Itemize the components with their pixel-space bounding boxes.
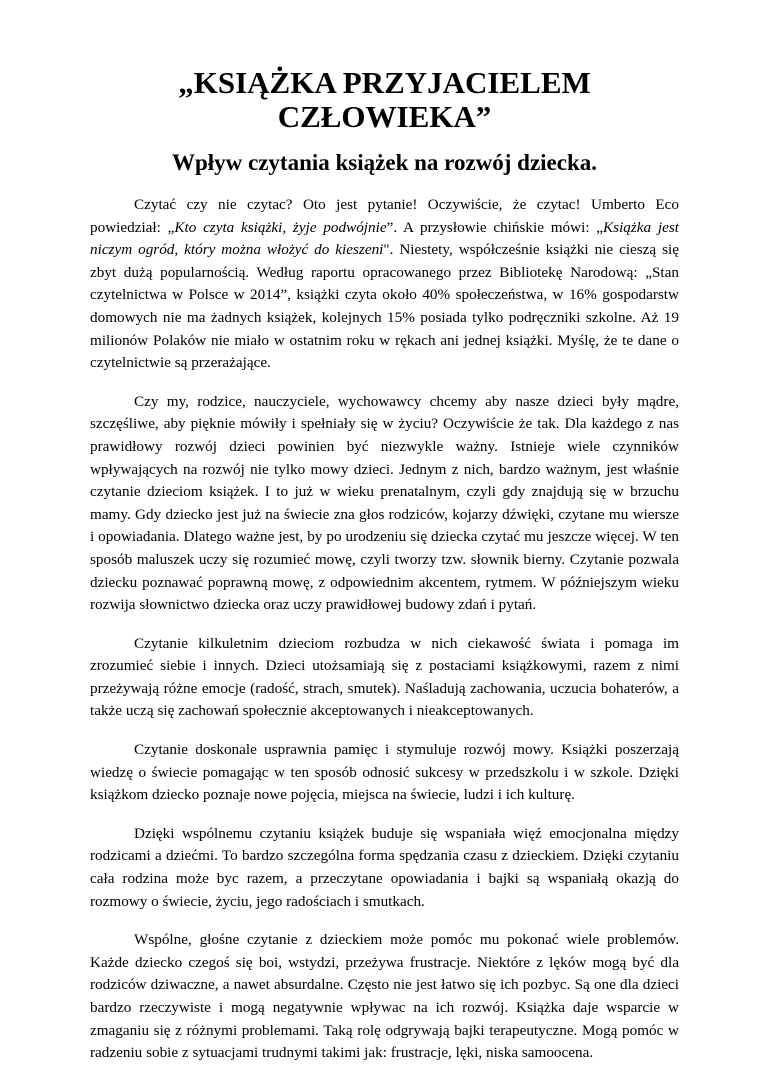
chinese-proverb: Książka jest niczym ogród, który można włożyć do kieszeni [90, 218, 679, 259]
paragraph-6: Wspólne, głośne czytanie z dzieckiem może pomóc mu pokonać wiele problemów. Każde dziecko czegoś się boi, wstydzi, przeżywa frustracje. Niektóre z lęków mogą być dla rodziców dziwaczne, a nawet absurdalne. Często nie jest łatwo się ich pozbyc. Są one dla dzieci bardzo rzeczywiste i mogą negatywnie wpływac na ich rozwój. Książka daje wsparcie w zmaganiu się z różnymi problemami. Taką rolę odgrywają bajki terapeutyczne. Mogą pomóc w radzeniu sobie z sytuacjami trudnymi takimi jak: frustracje, lęki, niska samoocena. [90, 931, 679, 1062]
document-subtitle: Wpływ czytania książek na rozwój dziecka. [171, 150, 598, 175]
paragraph-4: Czytanie doskonale usprawnia pamięc i stymuluje rozwój mowy. Książki poszerzają wiedzę o świecie pomagając w ten sposób odnosić sukcesy w przedszkolu i w szkole. Dzięki książkom dziecko poznaje nowe pojęcia, miejsca na świecie, ludzi i ich kulturę. [90, 741, 679, 804]
paragraph-1-text-middle: ”. A przysłowie chińskie mówi: „ [386, 218, 604, 236]
paragraph-1 [90, 194, 679, 375]
eco-quote: Kto czyta książki, żyje podwójnie [174, 218, 387, 236]
document-body [90, 194, 679, 1065]
paragraph-1-text-start: Czytać czy nie czytac? Oto jest pytanie! Oczywiście, że czytac! Umberto Eco powiedział: „ [90, 196, 679, 236]
paragraph-1-text-end: ". Niestety, współcześnie książki nie cieszą się zbyt dużą popularnością. Według raportu opracowanego przez Bibliotekę Narodową: „Stan czytelnictwa w Polsce w 2014”, książki czyta około 40% społeczeństwa, w 16% gospodarstw domowych nie ma żadnych książek, kolejnych 15% posiada tylko podręczniki szkolne. Aż 19 milionów Polaków nie miało w ostatnim roku w rękach ani jednej książki. Myślę, że te dane o czytelnictwie są przerażające. [90, 241, 679, 372]
paragraph-2: Czy my, rodzice, nauczyciele, wychowawcy chcemy aby nasze dzieci były mądre, szczęśliwe, aby pięknie mówiły i spełniały się w życiu? Oczywiście że tak. Dla każdego z nas prawidłowy rozwój dzieci powinien być niezwykle ważny. Istnieje wiele czynników wpływających na rozwój nie tylko mowy dzieci. Jednym z nich, bardzo ważnym, jest właśnie czytanie dzieciom książek. I to już w wieku prenatalnym, czyli gdy znajdują się w brzuchu mamy. Gdy dziecko jest już na świecie zna głos rodziców, kojarzy dźwięki, czytane mu wiersze i opowiadania. Dlatego ważne jest, by po urodzeniu się dziecka czytać mu jeszcze więcej. W ten sposób maluszek uczy się rozumieć mowę, czyli tworzy tzw. słownik bierny. Czytanie pozwala dziecku poznawać poprawną mowę, z odpowiednim akcentem, rytmem. W późniejszym wieku rozwija słownictwo dziecka oraz uczy prawidłowej budowy zdań i pytań. [90, 392, 679, 614]
paragraph-5: Dzięki wspólnemu czytaniu książek buduje się wspaniała więź emocjonalna między rodzicami a dziećmi. To bardzo szczególna forma spędzania czasu z dzieckiem. Dzięki czytaniu cała rodzina może byc razem, a przeczytane opowiadania i bajki są wspaniałą okazją do rozmowy o świecie, życiu, jego radościach i smutkach. [90, 824, 679, 910]
document-title: „KSIĄŻKA PRZYJACIELEM CZŁOWIEKA” [178, 65, 591, 134]
paragraph-3: Czytanie kilkuletnim dzieciom rozbudza w nich ciekawość świata i pomaga im zrozumieć siebie i innych. Dzieci utożsamiają się z postaciami książkowymi, razem z nimi przeżywają różne emocje (radość, strach, smutek). Naśladują zachowania, uczucia bohaterów, a także uczą się zachowań społecznie akceptowanych i nieakceptowanych. [90, 634, 679, 720]
